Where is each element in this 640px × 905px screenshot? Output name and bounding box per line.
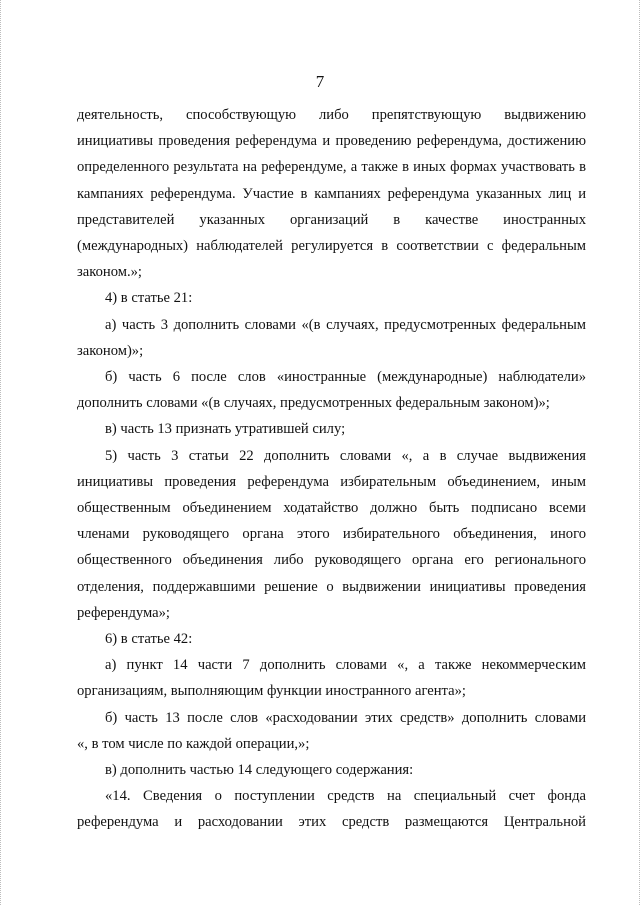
text-line: «14. Сведения о поступлении средств на специальный счет фонда (105, 788, 586, 805)
text-line: в) часть 13 признать утратившей силу; (105, 421, 346, 438)
text-line: общественного объединения либо руководящего органа его регионального (77, 552, 586, 569)
text-line: (международных) наблюдателей регулируется в соответствии с федеральным (77, 238, 586, 255)
page-number: 7 (315, 72, 325, 91)
text-line: в) дополнить частью 14 следующего содержания: (105, 762, 414, 779)
document-body (77, 102, 586, 836)
text-line: дополнить словами «(в случаях, предусмотренных федеральным законом)»; (77, 395, 550, 412)
text-line: представителей указанных организаций в качестве иностранных (77, 211, 586, 228)
text-line: а) часть 3 дополнить словами «(в случаях, предусмотренных федеральным (105, 316, 586, 333)
text-line: инициативы проведения референдума избирательным объединением, иным (77, 473, 586, 490)
text-line: референдума и расходовании этих средств размещаются Центральной (77, 814, 586, 831)
text-line: б) часть 6 после слов «иностранные (международные) наблюдатели» (105, 369, 586, 386)
text-line: общественным объединением ходатайство должно быть подписано всеми (77, 500, 586, 517)
text-line: законом)»; (77, 342, 144, 359)
text-line: инициативы проведения референдума и проведению референдума, достижению (77, 133, 586, 150)
text-line: кампаниях референдума. Участие в кампаниях референдума указанных лиц и (77, 185, 586, 202)
text-line: организациям, выполняющим функции иностранного агента»; (77, 683, 466, 700)
text-line: 4) в статье 21: (105, 290, 193, 307)
text-line: определенного результата на референдуме, а также в иных формах участвовать в (77, 159, 586, 176)
text-line: 6) в статье 42: (105, 631, 193, 648)
text-line: членами руководящего органа этого избирательного объединения, иного (77, 526, 586, 543)
text-line: б) часть 13 после слов «расходовании этих средств» дополнить словами (105, 709, 586, 726)
text-line: 5) часть 3 статьи 22 дополнить словами «, а в случае выдвижения (105, 447, 586, 464)
text-line: референдума»; (77, 604, 170, 621)
text-line: деятельность, способствующую либо препятствующую выдвижению (77, 107, 586, 123)
text-line: а) пункт 14 части 7 дополнить словами «, а также некоммерческим (105, 657, 586, 674)
text-line: отделения, поддержавшими решение о выдвижении инициативы проведения (77, 578, 586, 595)
text-line: «, в том числе по каждой операции,»; (77, 735, 310, 752)
text-line: законом.»; (77, 264, 142, 281)
